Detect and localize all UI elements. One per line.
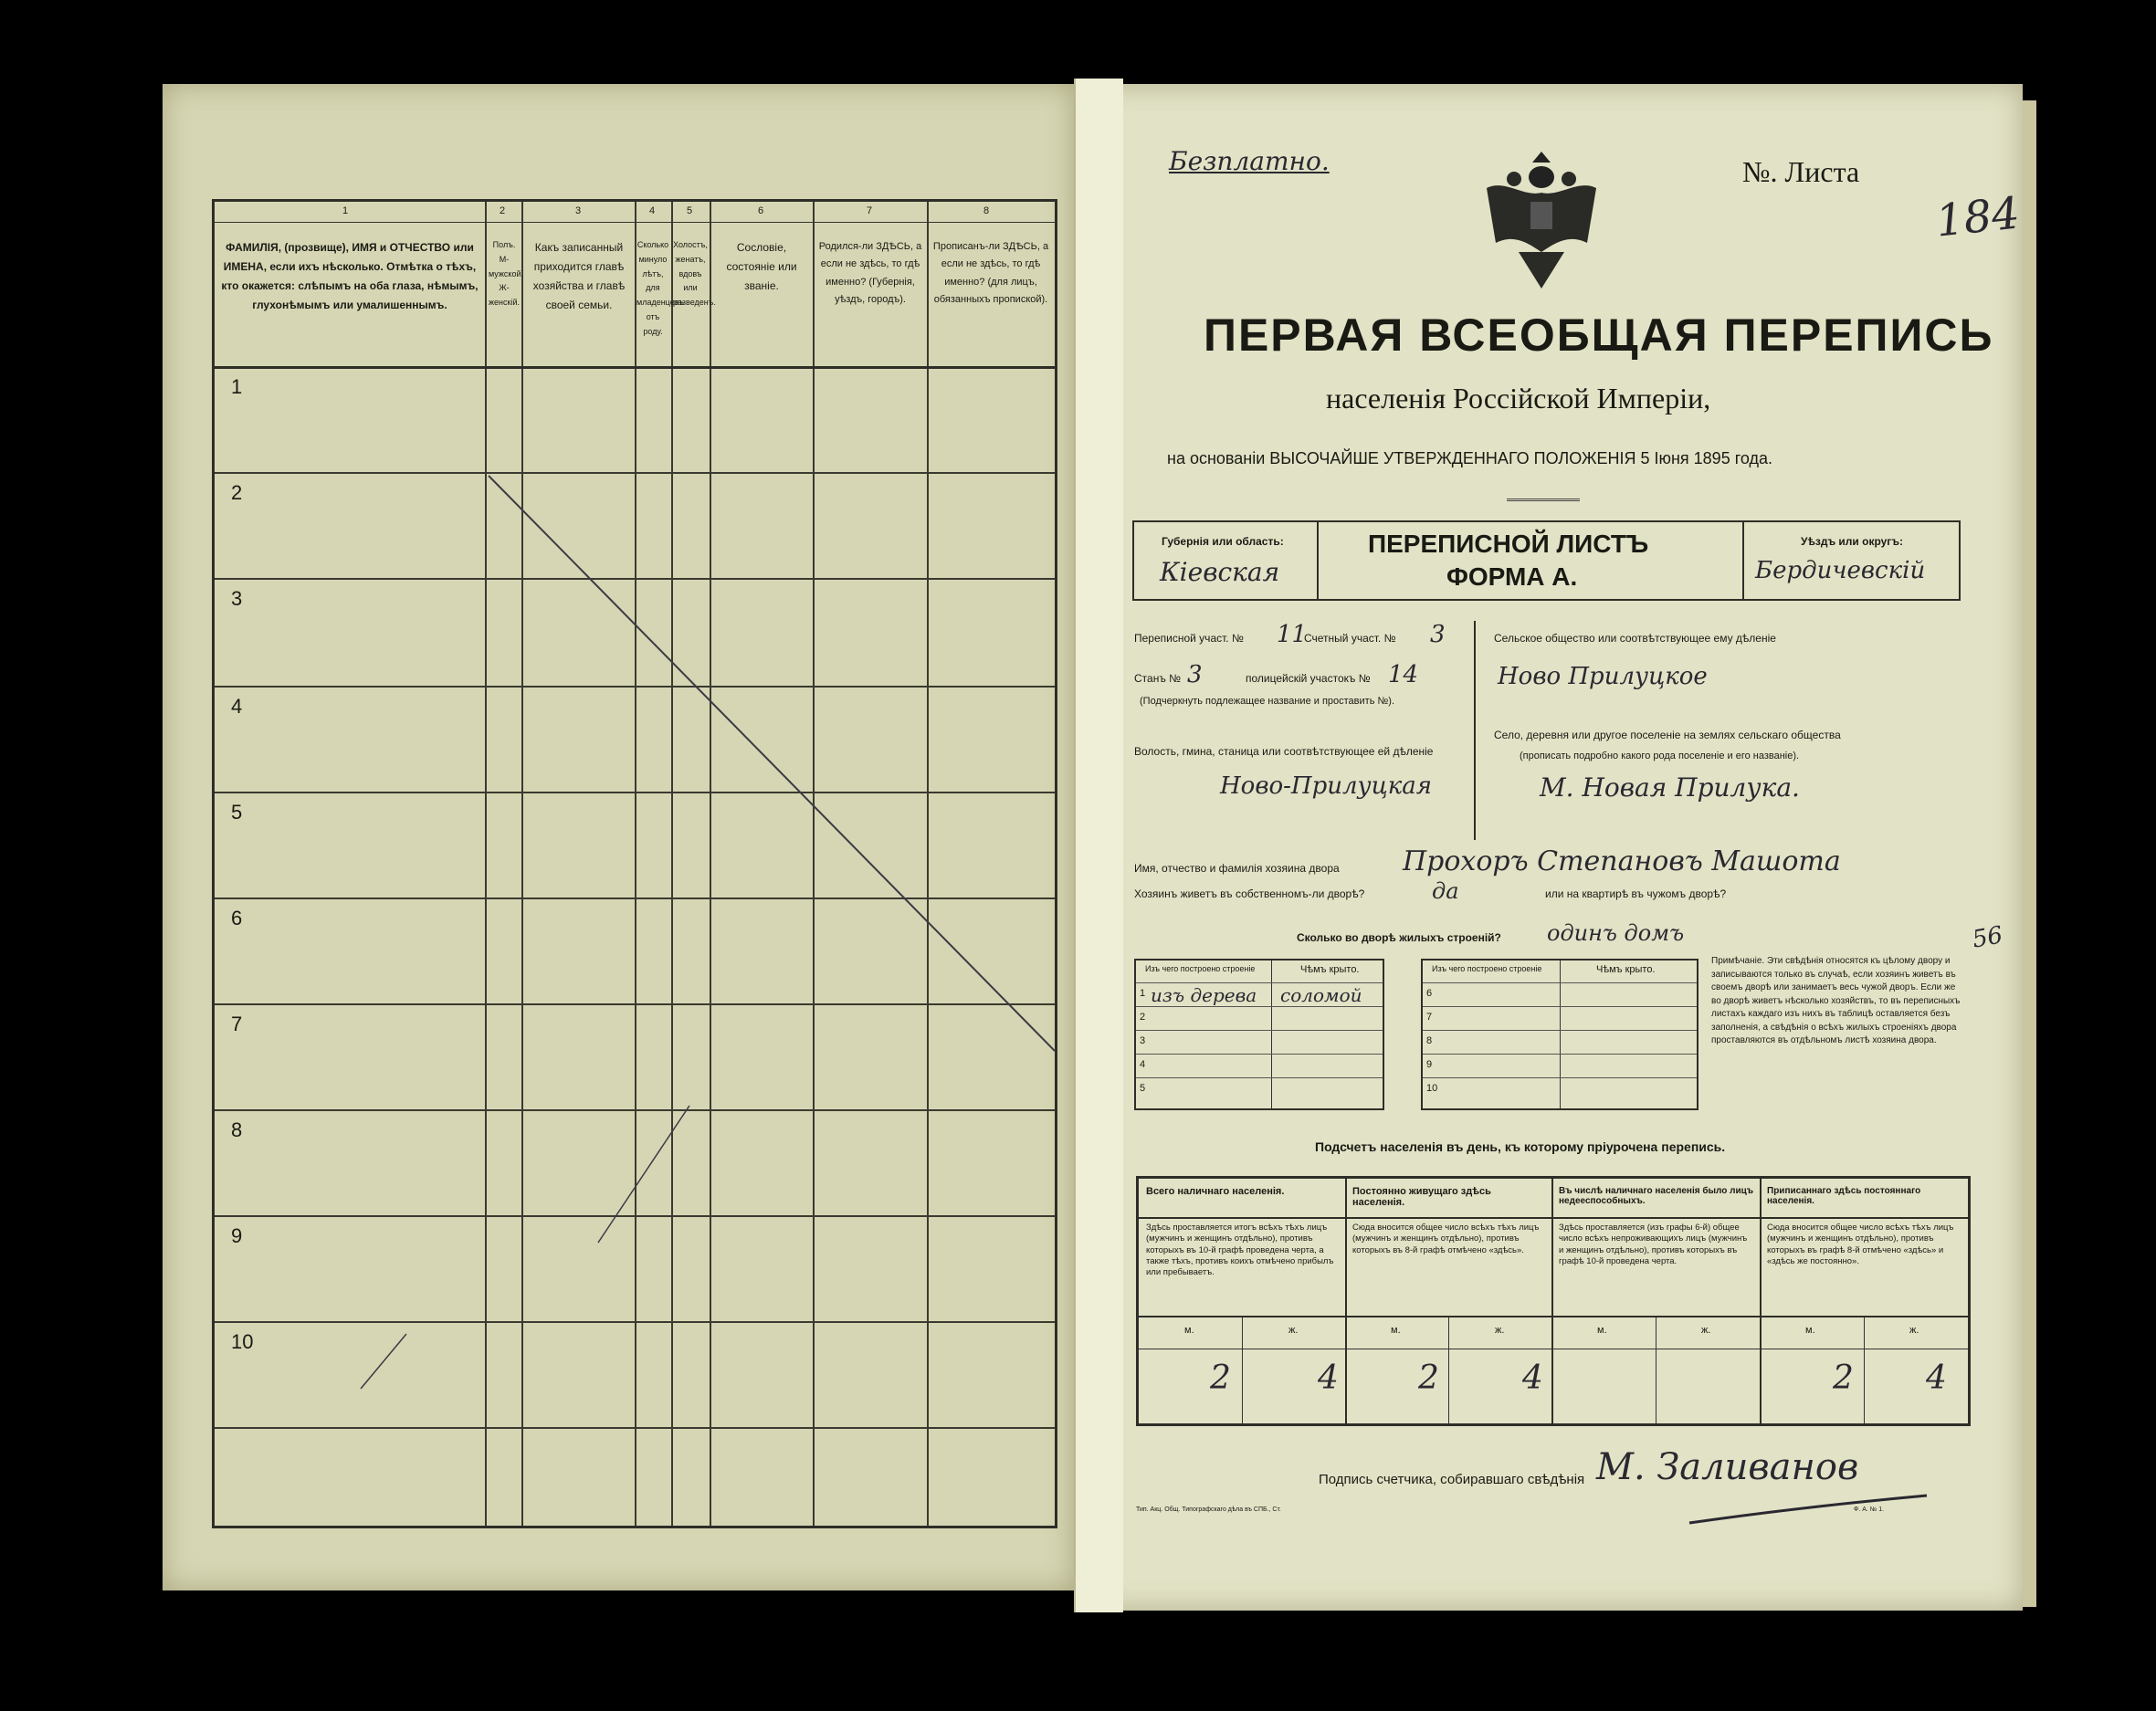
owner-lives-label: Хозяинъ живетъ въ собственномъ-ли дворѣ?: [1134, 887, 1365, 900]
bld-row-4: 4: [1140, 1059, 1146, 1070]
buildings-table-2: [1421, 959, 1699, 1110]
bld-row-7: 7: [1426, 1012, 1433, 1023]
count-head-incapable: Въ числѣ наличнаго населенія было лицъ недееспособныхъ.: [1559, 1186, 1754, 1206]
district-label: Уѣздъ или округъ:: [1801, 535, 1904, 548]
col5-header: Холостъ, женатъ, вдовъ или разведенъ.: [673, 240, 716, 307]
row-number-4: 4: [231, 695, 243, 718]
col7-header: Родился-ли ЗДѢСЬ, а если не здѣсь, то гдѣ именно? (Губернія, уѣздъ, городъ).: [818, 241, 922, 305]
row-number-7: 7: [231, 1013, 243, 1035]
col3-header: Какъ записанный приходится главѣ хозяйства и главѣ своей семьи.: [532, 241, 626, 311]
row-number-9: 9: [231, 1224, 243, 1247]
mf-label-3: м.: [1391, 1325, 1401, 1336]
count-permanent-f: 4: [1522, 1359, 1543, 1397]
district-value: Бердичевскій: [1755, 557, 1926, 584]
village-label: Село, деревня или другое поселеніе на землях сельскаго общества: [1494, 729, 1841, 741]
census-subtitle: населенія Россійской Имперіи,: [1326, 382, 1711, 415]
col-number-3: 3: [575, 205, 582, 216]
row-number-3: 3: [231, 587, 243, 610]
col-number-7: 7: [867, 205, 873, 216]
count-total-m: 2: [1210, 1359, 1231, 1397]
police-area-value: 14: [1388, 661, 1419, 688]
side-mark: 56: [1970, 921, 2005, 954]
footer-form-code: Ф. А. № 1.: [1854, 1506, 1885, 1513]
province-label: Губернія или область:: [1162, 535, 1284, 548]
count-head-total: Всего наличнаго населенія.: [1146, 1186, 1285, 1197]
counter-area-label: Счетный участ. №: [1304, 632, 1396, 645]
count-desc-total: Здѣсь проставляется итогъ всѣхъ тѣхъ лицъ (мужчинъ и женщинъ отдѣльно), противъ которыхъ въ 10-й графѣ проведена черта, а также тѣхъ, противъ коихъ отмѣчено прибылъ или пребываетъ.: [1146, 1223, 1334, 1278]
village-note: (прописать подробно какого рода поселеніе и его названіе).: [1520, 751, 1800, 761]
row-number-8: 8: [231, 1118, 243, 1141]
mf-label-7: м.: [1805, 1325, 1815, 1336]
col-number-1: 1: [342, 205, 349, 216]
row-number-2: 2: [231, 481, 243, 504]
bld-col2-header: Чѣмъ крыто.: [1300, 964, 1360, 975]
col-number-6: 6: [758, 205, 764, 216]
note-text: Примѣчаніе. Эти свѣдѣнія относятся къ цѣлому двору и записываются только въ случаѣ, если хозяинъ живетъ въ своемъ дворѣ или занимаетъ весь чужой дворъ. Если же во дворѣ живетъ нѣсколько хозяйствъ, то въ переписныхъ листахъ каждаго изъ нихъ въ таблицѣ оставляется безъ заполненія, а свѣдѣнія о всѣхъ жилыхъ строеніяхъ двора проставляются въ отдѣльномъ листѣ хозяина двора.: [1711, 956, 1961, 1045]
location-divider: [1474, 621, 1476, 840]
count-permanent-m: 2: [1418, 1359, 1439, 1397]
province-value: Кіевская: [1160, 557, 1280, 587]
owner-lives-alt: или на квартирѣ въ чужомъ дворѣ?: [1545, 887, 1727, 900]
census-title: ПЕРВАЯ ВСЕОБЩАЯ ПЕРЕПИСЬ: [1204, 310, 1994, 361]
census-area-label: Переписной участ. №: [1134, 632, 1244, 645]
row-number-10: 10: [231, 1330, 254, 1353]
counter-area-value: 3: [1430, 621, 1446, 648]
row-number-1: 1: [231, 375, 243, 398]
bld-col1-header: Изъ чего построено строеніе: [1145, 964, 1256, 973]
count-desc-incapable: Здѣсь проставляется (изъ графы 6-й) общее число всѣхъ непроживающихъ лицъ (мужчинъ и женщинъ отдѣльно), противъ которыхъ въ графѣ 10-й проведена черта.: [1559, 1223, 1748, 1267]
bld2-col2-header: Чѣмъ крыто.: [1596, 964, 1656, 975]
count-total-f: 4: [1318, 1359, 1339, 1397]
count-title: Подсчетъ населенія въ день, къ которому пріурочена перепись.: [1315, 1139, 1726, 1154]
count-registered-f: 4: [1926, 1359, 1947, 1397]
mf-label-5: м.: [1597, 1325, 1607, 1336]
signature-value: М. Заливанов: [1596, 1446, 1859, 1488]
owner-value: Прохоръ Степановъ Машота: [1403, 845, 1841, 877]
census-basis: на основаніи ВЫСОЧАЙШЕ УТВЕРЖДЕННАГО ПОЛОЖЕНІЯ 5 Іюня 1895 года.: [1167, 449, 1773, 467]
footer-printer: Тип. Акц. Общ. Типографскаго дѣла въ СПБ., Ст.: [1136, 1506, 1281, 1513]
col8-header: Прописанъ-ли ЗДѢСЬ, а если не здѣсь, то гдѣ именно? (для лицъ, обязанныхъ пропиской).: [932, 241, 1049, 305]
bld2-col1-header: Изъ чего построено строеніе: [1432, 964, 1542, 973]
form-title-form: ФОРМА А.: [1446, 562, 1578, 591]
bld-row-3: 3: [1140, 1035, 1146, 1046]
pen-strike-marks: [215, 202, 1055, 1526]
signature-label: Подпись счетчика, собиравшаго свѣдѣнія: [1319, 1472, 1585, 1487]
underline-note: (Подчеркнуть подлежащее название и проставить №).: [1140, 696, 1395, 707]
count-registered-m: 2: [1833, 1359, 1854, 1397]
col4-header: Сколько минуло лѣтъ, для младенцевъ отъ роду.: [636, 240, 684, 336]
buildings-table-1: [1134, 959, 1384, 1110]
count-head-registered: Приписаннаго здѣсь постояннаго населенія.: [1767, 1186, 1921, 1206]
left-census-table: [212, 199, 1057, 1528]
form-title-sheet: ПЕРЕПИСНОЙ ЛИСТЪ: [1368, 530, 1649, 558]
imperial-eagle-emblem: [1478, 142, 1605, 298]
bld-row-6: 6: [1426, 988, 1433, 999]
stan-label: Станъ №: [1134, 672, 1182, 685]
row-number-6: 6: [231, 907, 243, 929]
row-number-5: 5: [231, 801, 243, 824]
census-area-value: 11: [1277, 621, 1308, 648]
buildings-value: одинъ домъ: [1547, 920, 1685, 946]
bld-row-9: 9: [1426, 1059, 1433, 1070]
mf-label-2: ж.: [1288, 1325, 1299, 1336]
col-number-5: 5: [687, 205, 693, 216]
population-count-table: [1136, 1176, 1971, 1426]
count-desc-permanent: Сюда вносится общее число всѣхъ тѣхъ лицъ (мужчинъ и женщинъ отдѣльно), противъ которыхъ въ 8-й графѣ отмѣчено «здѣсь».: [1352, 1223, 1540, 1255]
ornament-divider: [1507, 499, 1580, 501]
free-label: Безплатно.: [1169, 146, 1330, 176]
police-area-label: полицейскій участокъ №: [1246, 672, 1371, 685]
bld-row-10: 10: [1426, 1083, 1438, 1094]
col2-header: Полъ. М-мужской. Ж-женскій.: [489, 240, 523, 307]
owner-lives-value: да: [1432, 878, 1459, 904]
mf-label-6: ж.: [1701, 1325, 1711, 1336]
volost-label: Волость, гмина, станица или соотвѣтствующее ей дѣленіе: [1134, 745, 1434, 758]
mf-label-8: ж.: [1909, 1325, 1919, 1336]
count-desc-registered: Сюда вносится общее число всѣхъ тѣхъ лицъ (мужчинъ и женщинъ отдѣльно), противъ которыхъ въ графѣ 8-й отмѣчено «здѣсь» и «здѣсь же постоянно».: [1767, 1223, 1954, 1267]
sheet-number-label: №. Листа: [1742, 155, 1860, 188]
col-number-8: 8: [983, 205, 990, 216]
buildings-label: Сколько во дворѣ жилыхъ строеній?: [1297, 931, 1501, 944]
society-label: Сельское общество или соотвѣтствующее ему дѣленіе: [1494, 632, 1776, 645]
stan-value: 3: [1187, 661, 1203, 688]
col-number-2: 2: [500, 205, 506, 216]
col1-header: ФАМИЛІЯ, (прозвище), ИМЯ и ОТЧЕСТВО или ИМЕНА, если ихъ нѣсколько. Отмѣтка о тѣхъ, кто окажется: слѣпымъ на оба глаза, нѣмымъ, глухонѣмымъ или умалишеннымъ.: [221, 241, 479, 311]
sheet-number-value: 184: [1933, 187, 2023, 247]
form-header-box: [1132, 520, 1961, 601]
bld-row-5: 5: [1140, 1083, 1146, 1094]
volost-value: Ново-Прилуцкая: [1220, 772, 1432, 800]
bld-row-8: 8: [1426, 1035, 1433, 1046]
book-spine: [1074, 79, 1123, 1612]
bld-material-value: изъ дерева: [1151, 984, 1257, 1006]
bld-roof-value: соломой: [1280, 984, 1362, 1006]
col6-header: Сословіе, состояніе или званіе.: [726, 241, 797, 292]
village-value: М. Новая Прилука.: [1540, 772, 1800, 803]
bld-row-1: 1: [1140, 988, 1146, 999]
mf-label-4: ж.: [1495, 1325, 1505, 1336]
society-value: Ново Прилуцкое: [1498, 663, 1708, 690]
count-head-permanent: Постоянно живущаго здѣсь населенія.: [1352, 1186, 1491, 1208]
signature-flourish: [1680, 1477, 1936, 1532]
bld-row-2: 2: [1140, 1012, 1146, 1023]
col-number-4: 4: [649, 205, 656, 216]
mf-label-1: м.: [1184, 1325, 1194, 1336]
owner-label: Имя, отчество и фамилія хозяина двора: [1134, 862, 1340, 875]
